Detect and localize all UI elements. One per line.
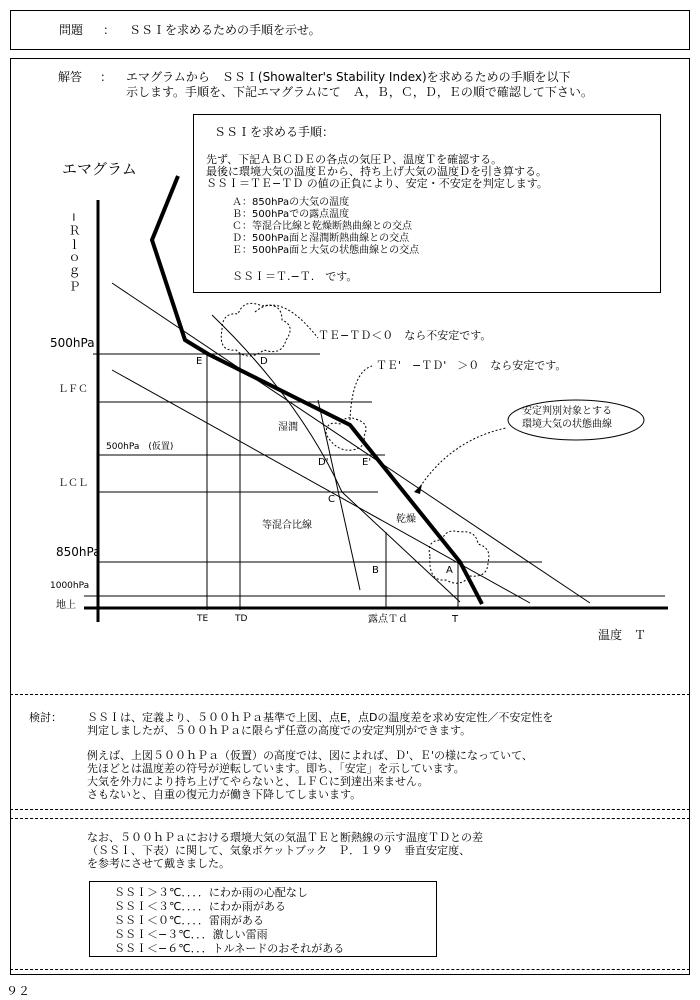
discussion-box bbox=[10, 694, 690, 810]
reference-box bbox=[10, 818, 690, 970]
dry-adiabat-lower bbox=[112, 370, 530, 603]
discussion-line5: 大気を外力により持ち上げてやらないと、ＬＦＣに到達出来ません。 bbox=[87, 775, 429, 788]
tick-td: TD bbox=[235, 614, 248, 624]
procedure-item-d: Ｄ：500hPa面と湿潤断熱曲線との交点 bbox=[232, 233, 410, 244]
procedure-line2: 最後に環境大気の温度Ｅから、持ち上げ大気の温度Ｄを引き算する。 bbox=[206, 165, 547, 178]
note-unstable: ＴＥ−ＴＤ＜０ なら不安定です。 bbox=[318, 329, 492, 342]
procedure-line3: ＳＳＩ＝ＴＥ−ＴＤ の値の正負により、安定・不安定を判定します。 bbox=[206, 177, 548, 190]
point-d: D bbox=[260, 356, 268, 367]
point-e-prime: E' bbox=[362, 457, 372, 468]
callout-env-curve bbox=[418, 428, 506, 490]
tick-t: T bbox=[452, 614, 459, 625]
label-mixing: 等混合比線 bbox=[262, 520, 312, 531]
label-850hpa: 850hPa bbox=[56, 545, 101, 559]
answer-line2: 示します。手順を、下記エマグラムにて Ａ，Ｂ，Ｃ，Ｄ，Ｅの順で確認して下さい。 bbox=[126, 85, 593, 99]
question-colon: ： bbox=[103, 23, 116, 37]
point-e: E bbox=[196, 356, 203, 367]
discussion-line2: 判定しましたが、５００ｈＰａに限らず任意の高度での安定判別ができます。 bbox=[87, 724, 472, 737]
point-a: A bbox=[446, 565, 453, 576]
procedure-title: ＳＳＩを求める手順： bbox=[214, 125, 335, 139]
label-ground: 地上 bbox=[56, 600, 76, 611]
parcel-path-line bbox=[342, 492, 460, 602]
tick-te: TE bbox=[197, 614, 209, 624]
discussion-line4: 先ほどとは温度差の符号が逆転しています。即ち、「安定」を示しています。 bbox=[87, 762, 465, 775]
ssi-table bbox=[89, 881, 437, 957]
ssi-row-5: ＳＳＩ＜−６℃．．．トルネードのおそれがある bbox=[114, 942, 345, 955]
label-lcl: ＬＣＬ bbox=[58, 478, 88, 489]
discussion-line1: ＳＳＩは、定義より、５００ｈＰａ基準で上図、点E，点Dの温度差を求め安定性／不安定性を bbox=[87, 711, 554, 724]
label-dry: 乾燥 bbox=[396, 514, 416, 525]
discussion-label: 検討： bbox=[29, 711, 62, 724]
point-d-prime: D' bbox=[318, 457, 329, 468]
procedure-item-c: Ｃ：等混合比線と乾燥断熱曲線との交点 bbox=[232, 221, 412, 232]
page-number: ９２ bbox=[6, 984, 31, 998]
procedure-item-b: Ｂ：500hPaでの露点温度 bbox=[232, 209, 350, 220]
callout-unstable bbox=[255, 305, 318, 338]
note-stable: ＴＥ' −ＴＤ' ＞０ なら安定です。 bbox=[376, 359, 567, 372]
procedure-line1: 先ず、下記ＡＢＣＤＥの各点の気圧Ｐ、温度Ｔを確認する。 bbox=[206, 153, 503, 166]
question-text: ＳＳＩを求めるための手順を示せ。 bbox=[129, 23, 321, 37]
y-axis-label: −ＲｌｏｇＰ bbox=[67, 212, 81, 295]
procedure-formula: ＳＳＩ＝Ｔ.−Ｔ. です。 bbox=[232, 270, 358, 283]
emagram-title: エマグラム bbox=[62, 160, 137, 178]
ssi-row-1: ＳＳＩ＞３℃．．．．にわか雨の心配なし bbox=[114, 886, 308, 899]
reference-line1: なお、５００ｈＰａにおける環境大気の気温ＴＥと断熱線の示す温度ＴＤとの差 bbox=[87, 831, 483, 844]
answer-label: 解答 bbox=[58, 70, 83, 84]
label-1000hpa: 1000hPa bbox=[50, 581, 90, 591]
ssi-row-4: ＳＳＩ＜−３℃．．．激しい雷雨 bbox=[114, 928, 268, 941]
discussion-line3: 例えば、上図５００ｈＰａ（仮置）の高度では、図によれば、Ｄ'、Ｅ'の様になっていて、 bbox=[87, 749, 533, 762]
answer-colon: ： bbox=[100, 70, 113, 84]
environmental-state-curve bbox=[152, 176, 482, 604]
x-axis-label: 温度 Ｔ bbox=[598, 628, 647, 642]
question-label: 問題 bbox=[59, 23, 84, 37]
procedure-item-a: Ａ：850hPaの大気の温度 bbox=[232, 197, 350, 208]
label-500hpa: 500hPa bbox=[50, 336, 95, 350]
tick-dew: 露点Ｔｄ bbox=[368, 614, 408, 625]
ssi-row-3: ＳＳＩ＜０℃．．．．雷雨がある bbox=[114, 914, 264, 927]
procedure-item-e: Ｅ：500hPa面と大気の状態曲線との交点 bbox=[232, 245, 420, 256]
callout-stable bbox=[350, 366, 372, 420]
answer-line1: エマグラムから ＳＳＩ(Showalter's Stability Index)を求めるための手順を以下 bbox=[126, 70, 571, 84]
label-500hpa-assumed: 500hPa (仮置) bbox=[106, 442, 174, 452]
point-c: C bbox=[328, 494, 335, 505]
note-env-line2: 環境大気の状態曲線 bbox=[522, 419, 612, 430]
point-b: B bbox=[372, 565, 379, 576]
ssi-row-2: ＳＳＩ＜３℃．．．．にわか雨がある bbox=[114, 900, 286, 913]
label-lfc: ＬＦＣ bbox=[58, 384, 88, 395]
reference-line2: （ＳＳＩ、下表）に関して、気象ポケットブック Ｐ．１９９ 垂直安定度、 bbox=[87, 844, 471, 857]
label-moist: 湿潤 bbox=[278, 422, 298, 433]
discussion-line6: さもないと、自重の復元力が働き下降してしまいます。 bbox=[87, 788, 362, 801]
note-env-line1: 安定判別対象とする bbox=[522, 406, 612, 417]
reference-line3: を参考にさせて戴きました。 bbox=[87, 857, 230, 870]
